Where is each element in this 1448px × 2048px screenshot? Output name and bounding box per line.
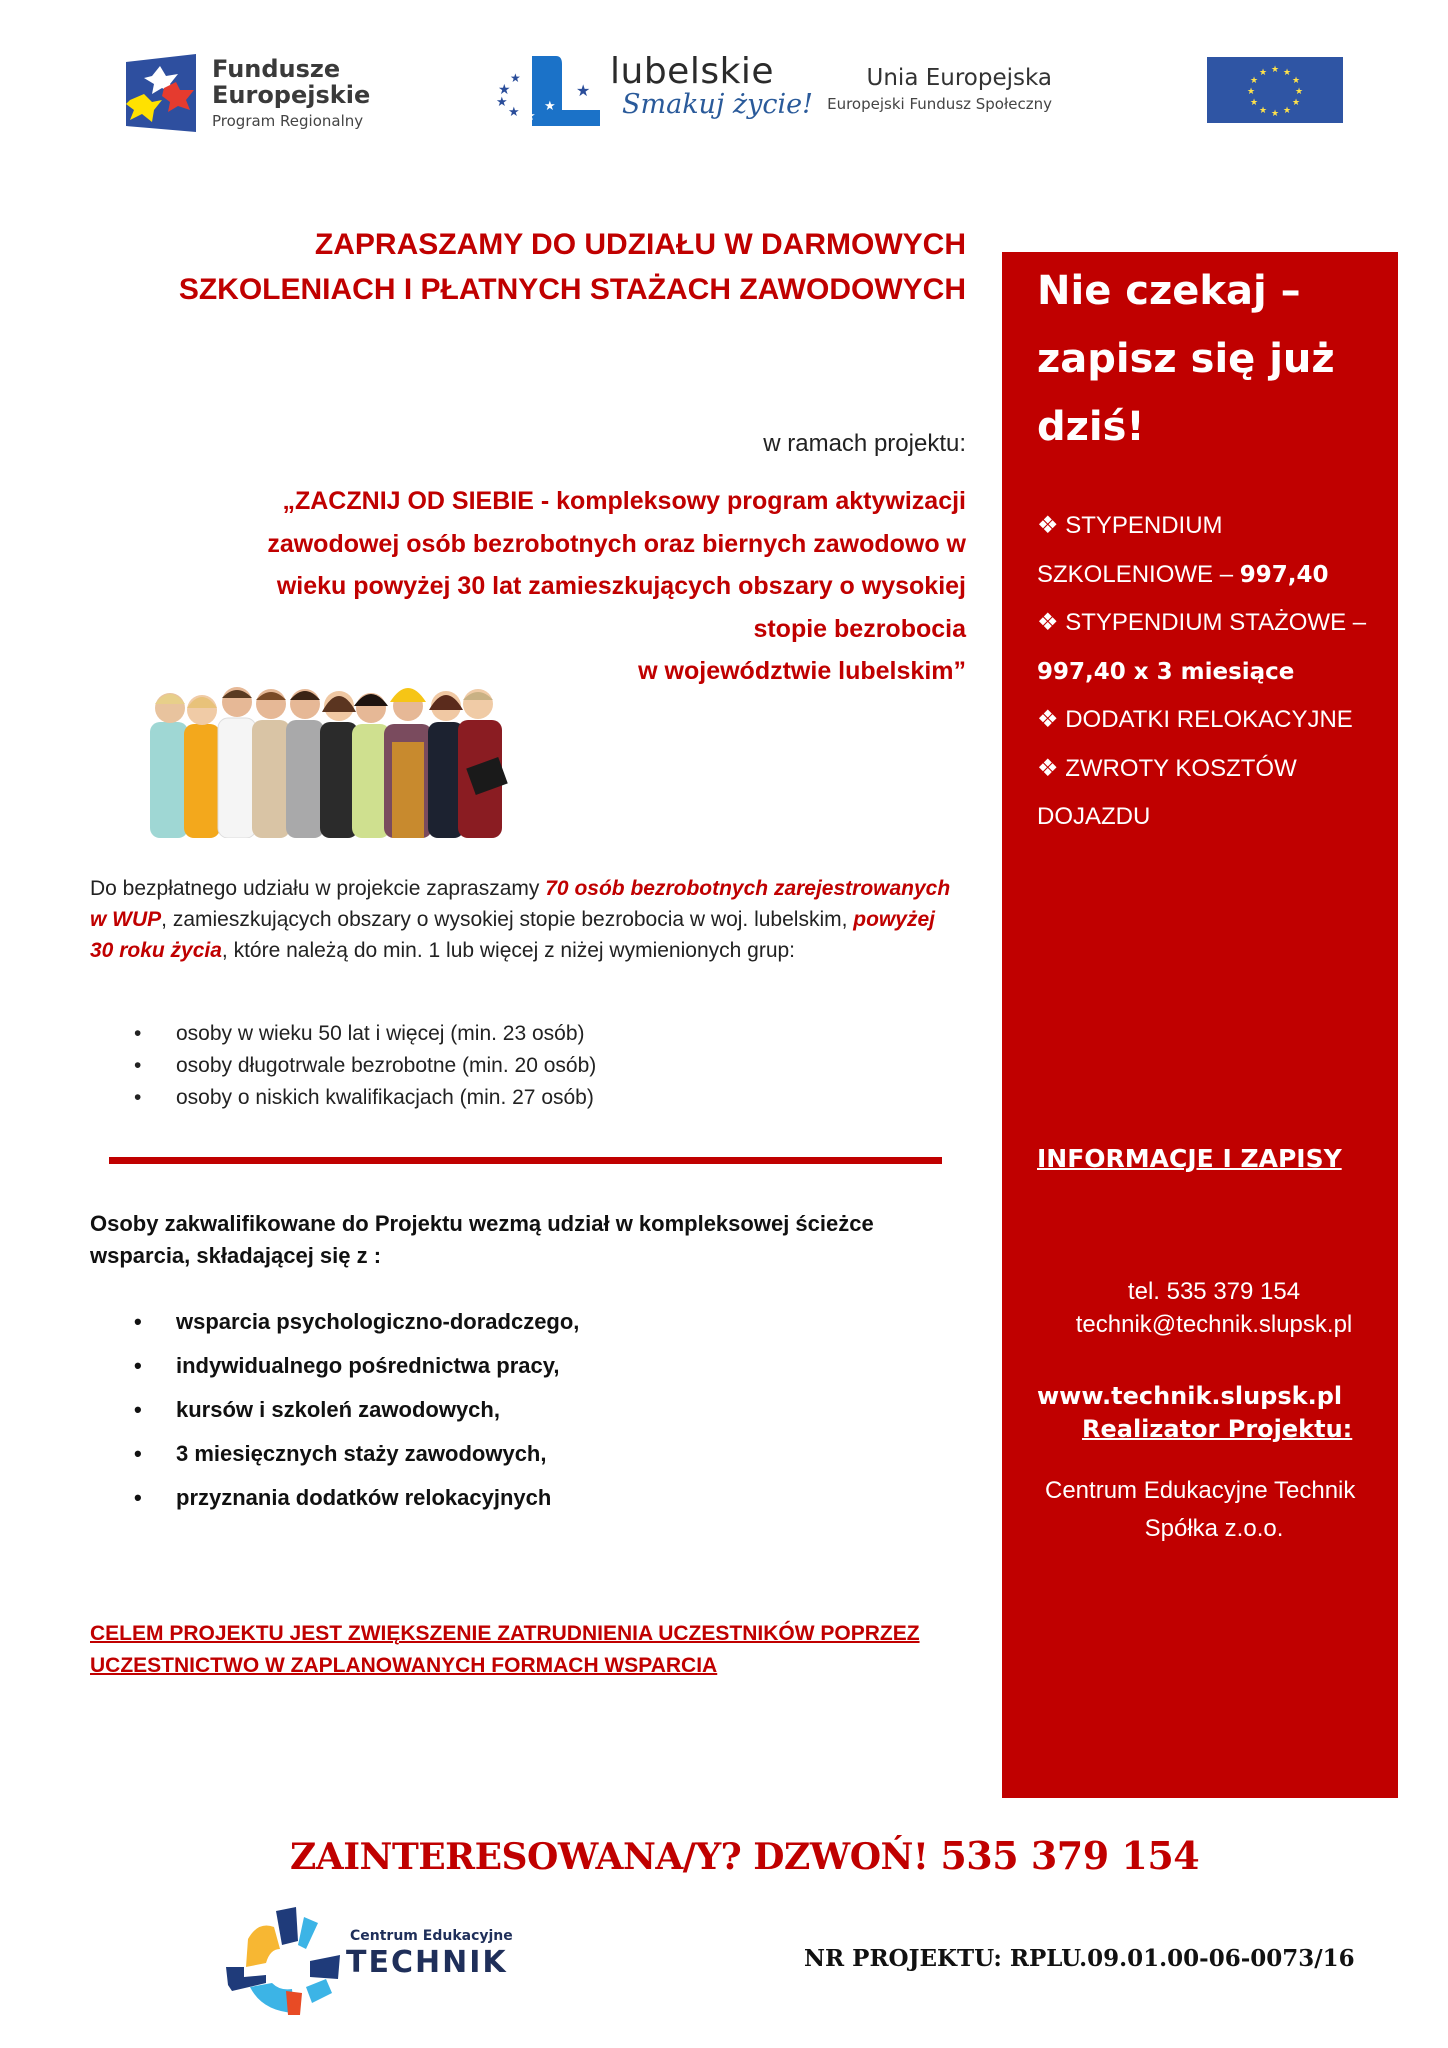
benefit-item [1037,599,1392,696]
diamond-bullet-icon: ❖ [1037,512,1059,539]
list-item [130,1050,930,1082]
sidebar-heading-line: zapisz się już [1037,336,1335,382]
svg-text:★: ★ [496,95,508,110]
fundusze-line3: Program Regionalny [212,112,364,130]
svg-text:★: ★ [1258,68,1268,78]
eu-flag-icon [1207,57,1343,123]
list-item-text: przyznania dodatków relokacyjnych [176,1485,552,1510]
svg-text:★: ★ [1294,87,1304,97]
company-name: Centrum Edukacyjne Technik [1045,1477,1356,1504]
svg-text:★: ★ [1282,68,1292,78]
benefit-label: STYPENDIUM STAŻOWE – [1065,609,1367,636]
info-title: INFORMACJE I ZAPISY [1037,1144,1342,1173]
people-illustration-icon [140,612,510,838]
bullet-icon: • [134,1086,142,1109]
svg-text:★: ★ [1270,65,1280,75]
company-type: Spółka z.o.o. [1144,1515,1284,1542]
svg-text:★: ★ [508,105,520,120]
bullet-icon: • [134,1485,142,1510]
svg-text:★: ★ [498,82,511,98]
target-groups-list [130,1018,930,1114]
benefits-list [1037,502,1392,842]
logo-unia-europejska [827,62,1340,132]
list-item [130,1344,930,1388]
contact-email[interactable]: technik@technik.slupsk.pl [1075,1311,1353,1338]
list-item [130,1018,930,1050]
bullet-icon: • [134,1309,142,1334]
ue-line1: Unia Europejska [866,65,1052,91]
list-item-text: wsparcia psychologiczno-doradczego, [176,1309,580,1334]
list-item [130,1300,930,1344]
svg-text:★: ★ [1270,109,1280,119]
intro-highlight-age: powyżej 30 roku życia [90,908,935,962]
fundusze-europejskie-emblem-icon [122,52,202,134]
section-divider [109,1157,942,1164]
bullet-icon: • [134,1441,142,1466]
intro-text: Do bezpłatnego udziału w projekcie zapraszamy [90,877,546,900]
intro-paragraph [90,873,960,966]
people-group-image [140,612,510,838]
svg-text:★: ★ [510,71,521,85]
benefit-label: DODATKI RELOKACYJNE [1065,706,1353,733]
benefit-label: STYPENDIUM SZKOLENIOWE – [1037,512,1240,588]
project-name-line: stopie bezrobocia [753,614,966,643]
technik-line2: TECHNIK [346,1945,508,1980]
diamond-bullet-icon: ❖ [1037,706,1059,733]
bullet-icon: • [134,1054,142,1077]
lubelskie-l-emblem-icon [496,54,606,134]
support-list [130,1300,930,1520]
contact-phone[interactable]: tel. 535 379 154 [1127,1278,1301,1305]
project-intro: w ramach projektu: [763,430,966,457]
support-lead: Osoby zakwalifikowane do Projektu wezmą udział w kompleksowej ścieżce wsparcia, składającej się z : [90,1211,874,1268]
logo-technik [222,1905,582,2015]
list-item-text: kursów i szkoleń zawodowych, [176,1397,500,1422]
intro-highlight-participants: 70 osób bezrobotnych zarejestrowanych w WUP [90,877,951,931]
lubelskie-name: lubelskie [610,51,775,92]
bullet-icon: • [134,1397,142,1422]
svg-text:★: ★ [1291,76,1301,86]
svg-text:★: ★ [1258,106,1268,116]
headline: ZAPRASZAMY DO UDZIAŁU W DARMOWYCH SZKOLENIACH I PŁATNYCH STAŻACH ZAWODOWYCH [178,228,966,306]
cta-phone[interactable]: 535 379 154 [940,1833,1200,1878]
project-name-line: zawodowej osób bezrobotnych oraz biernych zawodowo w [267,529,966,558]
sidebar-heading-line: dziś! [1037,404,1145,450]
bullet-icon: • [134,1353,142,1378]
list-item [130,1388,930,1432]
intro-text: , zamieszkujących obszary o wysokiej stopie bezrobocia w woj. lubelskim, [161,908,854,931]
bullet-icon: • [134,1022,142,1045]
fundusze-line2: Europejskie [212,81,371,109]
benefit-item [1037,745,1392,842]
technik-line1: Centrum Edukacyjne [350,1928,513,1944]
technik-emblem-icon [222,1905,342,2015]
benefit-value: 997,40 [1239,561,1329,588]
benefit-value: 997,40 x 3 miesiące [1037,658,1295,685]
project-name-line: „ZACZNIJ OD SIEBIE - kompleksowy program aktywizacji [282,487,966,515]
realizator-label: Realizator Projektu: [1082,1415,1353,1443]
project-name-line: wieku powyżej 30 lat zamieszkujących obszary o wysokiej [276,572,966,600]
website-link[interactable]: www.technik.slupsk.pl [1037,1382,1343,1410]
logo-lubelskie [496,51,816,134]
cta-text: ZAINTERESOWANA/Y? DZWOŃ! [290,1836,941,1878]
svg-text:★: ★ [1249,98,1259,108]
sidebar-heading-line: Nie czekaj – [1037,268,1301,314]
svg-text:★: ★ [576,81,591,100]
logo-fundusze-europejskie [122,52,422,134]
list-item [130,1432,930,1476]
sidebar-heading [1037,257,1387,461]
list-item [130,1082,930,1114]
project-name-line: w województwie lubelskim” [638,657,966,685]
benefit-label: ZWROTY KOSZTÓW DOJAZDU [1037,754,1297,830]
svg-text:★: ★ [1291,98,1301,108]
svg-text:★: ★ [544,99,556,114]
list-item-text: osoby o niskich kwalifikacjach (min. 27 osób) [176,1086,594,1109]
diamond-bullet-icon: ❖ [1037,754,1059,782]
call-to-action [290,1832,1199,1881]
benefit-item [1037,696,1392,745]
sidebar-panel [1002,252,1398,1798]
list-item [130,1476,930,1520]
list-item-text: 3 miesięcznych staży zawodowych, [176,1441,547,1466]
list-item-text: indywidualnego pośrednictwa pracy, [176,1353,560,1378]
benefit-item [1037,502,1392,599]
project-number: NR PROJEKTU: RPLU.09.01.00-06-0073/16 [804,1945,1355,1972]
ue-line2: Europejski Fundusz Społeczny [827,95,1052,113]
svg-text:★: ★ [524,109,536,124]
fundusze-line1: Fundusze [212,55,341,83]
list-item-text: osoby w wieku 50 lat i więcej (min. 23 osób) [176,1022,585,1045]
svg-text:★: ★ [1249,76,1259,86]
project-goal: CELEM PROJEKTU JEST ZWIĘKSZENIE ZATRUDNIENIA UCZESTNIKÓW POPRZEZ UCZESTNICTWO W ZAPLANOWANYCH FORMACH WSPARCIA [90,1622,920,1677]
diamond-bullet-icon: ❖ [1037,609,1059,636]
list-item-text: osoby długotrwale bezrobotne (min. 20 osób) [176,1054,597,1077]
svg-text:★: ★ [1246,87,1256,97]
svg-text:★: ★ [1282,106,1292,116]
intro-text: , które należą do min. 1 lub więcej z niżej wymienionych grup: [221,939,796,962]
lubelskie-slogan: Smakuj życie! [622,89,813,120]
